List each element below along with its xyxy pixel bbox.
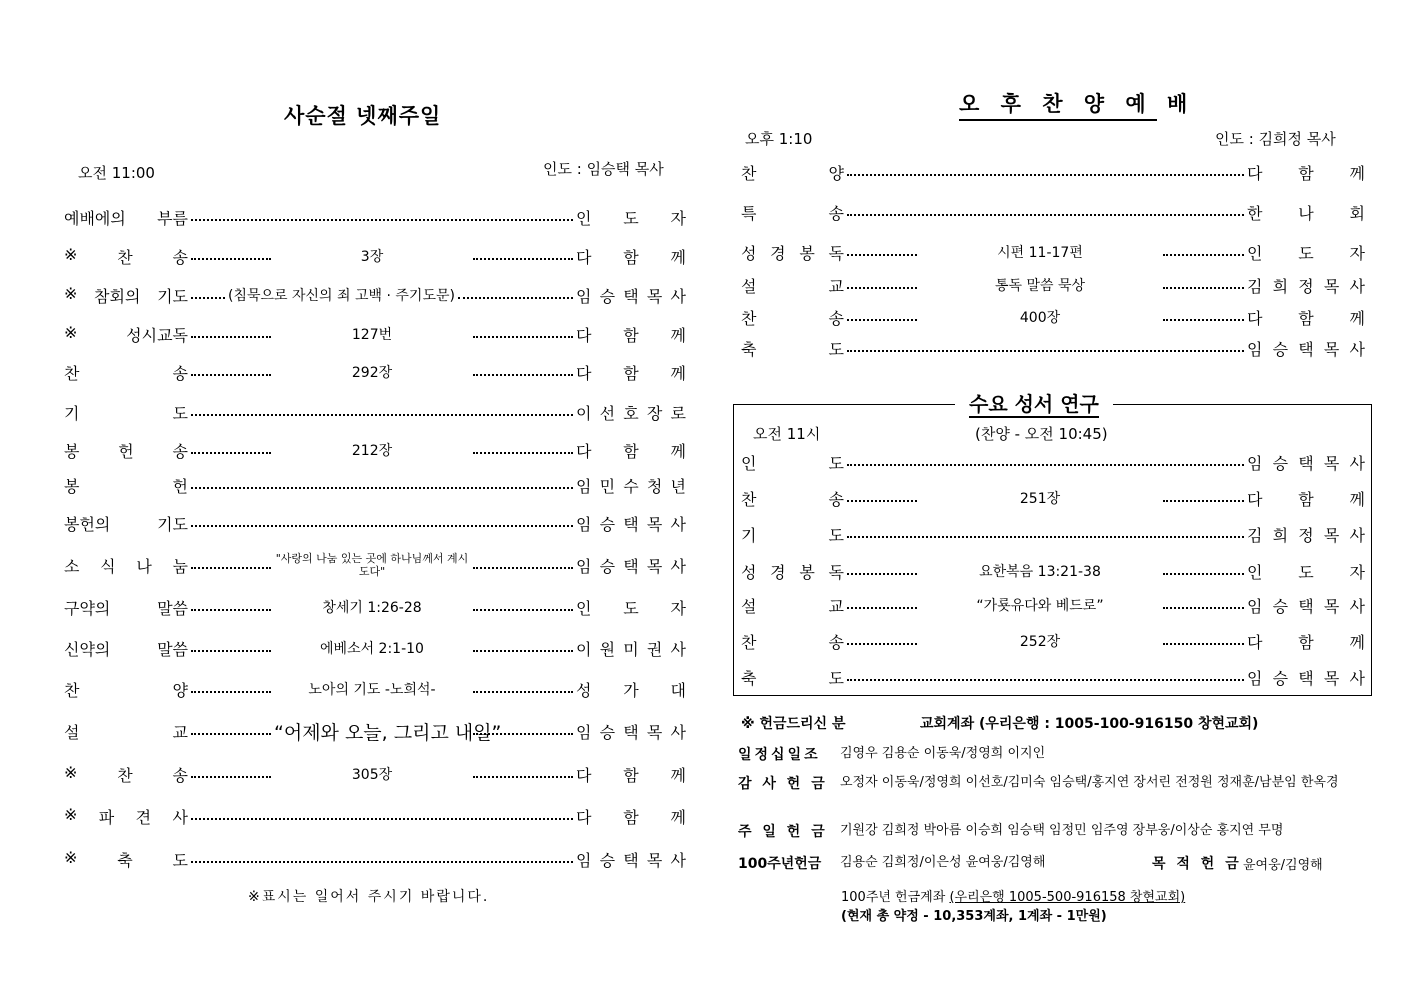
morning-row: [64, 473, 686, 497]
afternoon-row-label: 찬 양: [741, 163, 844, 183]
morning-row-label: ※ 축 도: [64, 847, 188, 870]
morning-row-label: 봉 헌: [64, 476, 188, 496]
afternoon-row: [741, 200, 1365, 224]
afternoon-row: [741, 240, 1365, 264]
wednesday-row-person: 임 승 택 목 사: [1247, 596, 1365, 616]
church-account: 교회계좌 (우리은행 : 1005-100-916150 창현교회): [920, 716, 1259, 732]
offering-names: 오정자 이동욱/정영희 이선호/김미숙 임승택/홍지연 장서린 전정원 정재훈/남분임 한옥경: [840, 775, 1339, 790]
wednesday-row-person: 임 승 택 목 사: [1247, 453, 1365, 473]
afternoon-row: [741, 273, 1365, 297]
wednesday-row-label: 찬 송: [741, 632, 844, 652]
wednesday-row-person: 김 희 정 목 사: [1247, 525, 1365, 545]
wednesday-row-detail: 251장: [1019, 491, 1061, 507]
wednesday-row: [741, 450, 1365, 474]
morning-row-label: 설 교: [64, 722, 188, 742]
morning-row: [64, 553, 686, 577]
morning-row: [64, 847, 686, 871]
morning-row-label: 찬 송: [64, 363, 188, 383]
offering-label: 일정십일조: [738, 747, 821, 763]
morning-time: 오전 11:00: [78, 164, 155, 182]
wednesday-row-person: 인 도 자: [1247, 562, 1365, 582]
morning-row-person: 임 민 수 청 년: [576, 476, 686, 496]
afternoon-row-person: 임 승 택 목 사: [1247, 339, 1365, 359]
afternoon-row-detail: 시편 11-17편: [997, 245, 1083, 261]
wednesday-row: [741, 559, 1365, 583]
centennial-account-line: [841, 886, 1185, 905]
morning-row-person: 인 도 자: [576, 208, 686, 228]
afternoon-row-person: 한 나 회: [1247, 203, 1365, 223]
morning-row: [64, 360, 686, 384]
morning-row-person: 다 함 께: [576, 807, 686, 827]
wednesday-row-person: 다 함 께: [1247, 632, 1365, 652]
morning-row: [64, 762, 686, 786]
morning-row-label: 기 도: [64, 403, 188, 423]
afternoon-row-detail: 400장: [1019, 310, 1061, 326]
wednesday-row-label: 설 교: [741, 596, 844, 616]
standing-notice: ※표시는 일어서 주시기 바랍니다.: [248, 889, 490, 905]
offering-label: 주 일 헌 금: [738, 824, 828, 840]
morning-row-person: 임 승 택 목 사: [576, 556, 686, 576]
morning-row-label: 찬 양: [64, 680, 188, 700]
morning-row: [64, 677, 686, 701]
afternoon-row: [741, 336, 1365, 360]
morning-row-person: 다 함 께: [576, 765, 686, 785]
morning-row-label: 예배에의 부름: [64, 208, 188, 228]
morning-row-person: 인 도 자: [576, 598, 686, 618]
wednesday-row-detail: 252장: [1019, 634, 1061, 650]
morning-row-label: 소 식 나 눔: [64, 556, 188, 576]
morning-row-detail: (침묵으로 자신의 죄 고백 · 주기도문): [228, 288, 455, 304]
wednesday-row-detail: “가룟유다와 베드로”: [976, 598, 1104, 614]
afternoon-row-person: 김 희 정 목 사: [1247, 276, 1365, 296]
morning-row-person: 임 승 택 목 사: [576, 850, 686, 870]
morning-row-detail: 에베소서 2:1-10: [320, 641, 424, 657]
offering-label: 100주년헌금: [738, 856, 822, 872]
morning-row-detail: “어제와 오늘, 그리고 내일”: [274, 721, 502, 744]
morning-row-person: 이 선 호 장 로: [576, 403, 686, 423]
morning-row: [64, 205, 686, 229]
wednesday-row: [741, 593, 1365, 617]
morning-row-label: 신약의 말씀: [64, 639, 188, 659]
centennial-prefix: 100주년 헌금계좌: [841, 890, 946, 905]
morning-row: [64, 438, 686, 462]
morning-row-label: 봉헌의 기도: [64, 514, 188, 534]
offering-names: 윤여웅/김영해: [1243, 858, 1323, 873]
morning-row-detail: 3장: [360, 249, 384, 265]
morning-row-person: 다 함 께: [576, 247, 686, 267]
afternoon-row-person: 다 함 께: [1247, 163, 1365, 183]
afternoon-row-label: 특 송: [741, 203, 844, 223]
morning-row-label: ※ 참회의 기도: [64, 283, 188, 306]
morning-row-person: 임 승 택 목 사: [576, 286, 686, 306]
morning-row-label: ※ 파 견 사: [64, 804, 188, 827]
afternoon-row-person: 인 도 자: [1247, 243, 1365, 263]
morning-row-label: 구약의 말씀: [64, 598, 188, 618]
morning-row-detail: "사랑의 나눔 있는 곳에 하나님께서 계시도다": [275, 552, 469, 578]
offering-label: 감 사 헌 금: [738, 776, 828, 792]
morning-row-person: 임 승 택 목 사: [576, 514, 686, 534]
afternoon-row: [741, 305, 1365, 329]
morning-row-detail: 305장: [351, 767, 393, 783]
wednesday-row-detail: 요한복음 13:21-38: [979, 564, 1101, 580]
wednesday-row-label: 인 도: [741, 453, 844, 473]
wednesday-row: [741, 522, 1365, 546]
wednesday-row-person: 임 승 택 목 사: [1247, 668, 1365, 688]
pledge-status: (현재 총 약정 - 10,353계좌, 1계좌 - 1만원): [841, 909, 1107, 924]
morning-row-detail: 노아의 기도 -노희석-: [308, 682, 436, 698]
wednesday-row: [741, 629, 1365, 653]
afternoon-row-label: 축 도: [741, 339, 844, 359]
morning-row: [64, 595, 686, 619]
afternoon-row-label: 설 교: [741, 276, 844, 296]
morning-row-person: 다 함 께: [576, 441, 686, 461]
offering-names: 기원강 김희정 박아름 이승희 임승택 임정민 임주영 장부웅/이상순 홍지연 무명: [840, 823, 1284, 838]
wednesday-row-label: 기 도: [741, 525, 844, 545]
wednesday-row-label: 성 경 봉 독: [741, 562, 844, 582]
morning-row: [64, 804, 686, 828]
centennial-account: (우리은행 1005-500-916158 창현교회): [949, 890, 1186, 905]
wednesday-row: [741, 486, 1365, 510]
wednesday-row-label: 찬 송: [741, 489, 844, 509]
wednesday-row: [741, 665, 1365, 689]
morning-row: [64, 511, 686, 535]
afternoon-leader: 인도 : 김희정 목사: [1215, 130, 1336, 148]
morning-leader: 인도 : 임승택 목사: [543, 160, 664, 178]
offering-names: 김용순 김희정/이은성 윤여웅/김영해: [840, 855, 1046, 870]
morning-row: [64, 636, 686, 660]
wednesday-subtitle: (찬양 - 오전 10:45): [975, 425, 1108, 443]
offering-label: 목 적 헌 금: [1152, 856, 1242, 872]
morning-row-person: 다 함 께: [576, 325, 686, 345]
morning-row: [64, 400, 686, 424]
afternoon-row-person: 다 함 께: [1247, 308, 1365, 328]
morning-row-label: ※ 찬 송: [64, 762, 188, 785]
afternoon-row: [741, 160, 1365, 184]
morning-row: [64, 322, 686, 346]
afternoon-row-label: 성 경 봉 독: [741, 243, 844, 263]
morning-row-detail: 창세기 1:26-28: [322, 600, 422, 616]
afternoon-row-label: 찬 송: [741, 308, 844, 328]
afternoon-title: 오 후 찬 양 예 배: [959, 88, 1157, 121]
morning-title: 사순절 넷째주일: [284, 104, 442, 128]
morning-row-detail: 212장: [351, 443, 393, 459]
morning-row-person: 임 승 택 목 사: [576, 722, 686, 742]
wednesday-row-label: 축 도: [741, 668, 844, 688]
morning-row-person: 이 원 미 권 사: [576, 639, 686, 659]
morning-row-label: ※ 찬 송: [64, 244, 188, 267]
morning-row-label: ※ 성시교독: [64, 322, 188, 345]
morning-row-label: 봉 헌 송: [64, 441, 188, 461]
morning-row: [64, 244, 686, 268]
afternoon-time: 오후 1:10: [745, 130, 813, 148]
morning-row: [64, 719, 686, 743]
offering-header: ※ 헌금드리신 분: [741, 716, 846, 732]
morning-row-person: 성 가 대: [576, 680, 686, 700]
morning-row-person: 다 함 께: [576, 363, 686, 383]
morning-row: [64, 283, 686, 307]
afternoon-row-detail: 통독 말씀 묵상: [994, 278, 1086, 294]
wednesday-row-person: 다 함 께: [1247, 489, 1365, 509]
offering-names: 김영우 김용순 이동욱/정영희 이지인: [840, 746, 1046, 761]
morning-row-detail: 127번: [351, 327, 393, 343]
wednesday-time: 오전 11시: [753, 425, 821, 443]
morning-row-detail: 292장: [351, 365, 393, 381]
wednesday-title: 수요 성서 연구: [955, 388, 1113, 417]
